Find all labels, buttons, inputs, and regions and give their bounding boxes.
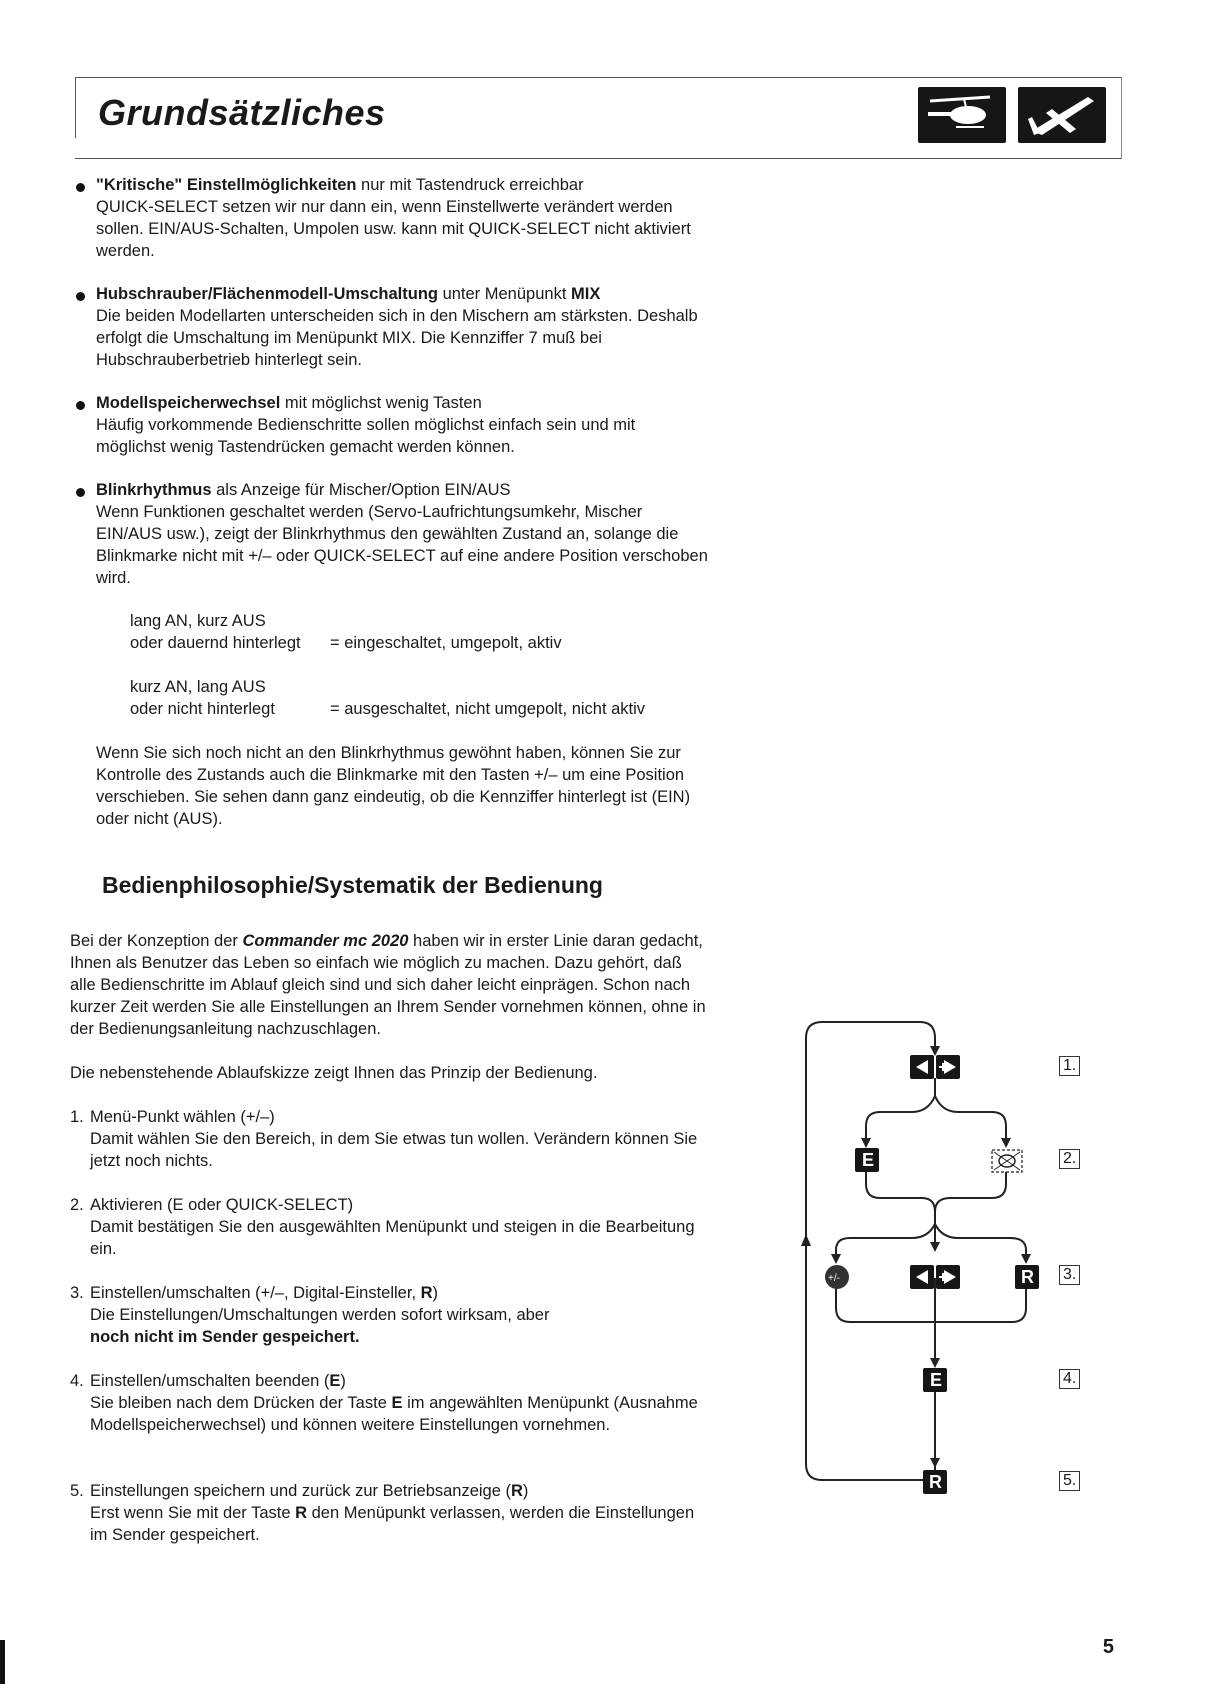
- bullet-dot: [76, 183, 85, 192]
- step-title-post: ): [432, 1284, 439, 1302]
- bullet-body: QUICK-SELECT setzen wir nur dann ein, wenn Einstellwerte verändert werden sollen. EIN/AUS-Schalten, Umpolen usw. kann mit QUICK-SELECT nicht aktiviert werden.: [96, 198, 691, 260]
- step-body-key: E: [391, 1394, 403, 1412]
- blink-row1-result: = eingeschaltet, umgepolt, aktiv: [330, 634, 562, 652]
- page-title: Grundsätzliches: [98, 92, 386, 133]
- step-number: 5.: [70, 1482, 84, 1500]
- svg-text:R: R: [929, 1472, 942, 1492]
- step-body-pre: Sie bleiben nach dem Drücken der Taste: [90, 1394, 392, 1412]
- blink-row2-a: kurz AN, lang AUS: [130, 678, 266, 696]
- e-key-icon: [923, 1368, 947, 1397]
- step-title-key: E: [329, 1372, 341, 1390]
- bullet-head-rest: mit möglichst wenig Tasten: [280, 394, 482, 412]
- step-body-key: R: [295, 1504, 308, 1522]
- step-title-pre: Einstellungen speichern und zurück zur Betriebsanzeige (: [90, 1482, 511, 1500]
- svg-text:+/-: +/-: [828, 1273, 840, 1284]
- e-key-icon: [855, 1148, 879, 1177]
- step-body-post: im angewählten Menüpunkt (Ausnahme Modellspeicherwechsel) und können weitere Einstellungen vornehmen.: [90, 1394, 698, 1434]
- step-title-pre: Einstellen/umschalten (+/–, Digital-Einsteller,: [90, 1284, 421, 1302]
- page-number: 5: [1102, 1636, 1114, 1658]
- bullet-dot: [76, 488, 85, 497]
- bullet-body: Wenn Funktionen geschaltet werden (Servo-Laufrichtungsumkehr, Mischer EIN/AUS usw.), zeigt der Blinkrhythmus den gewählten Zustand an, solange die Blinkmarke nicht mit +/– oder QUICK-SELECT auf eine andere Position verschoben wird.: [96, 503, 708, 587]
- bullet-head: Hubschrauber/Flächenmodell-Umschaltung: [96, 285, 438, 303]
- bullet-model-switch: [96, 283, 708, 371]
- bullet-model-memory: [96, 392, 708, 458]
- section-heading: Bedienphilosophie/Systematik der Bedienung: [102, 872, 603, 898]
- step-label-2: 2.: [1059, 1149, 1080, 1169]
- blink-row1-b: oder dauernd hinterlegt: [130, 634, 301, 652]
- bullet-head: Modellspeicherwechsel: [96, 394, 281, 412]
- bullet-body: Die beiden Modellarten unterscheiden sich in den Mischern am stärksten. Deshalb erfolgt die Umschaltung im Menüpunkt MIX. Die Kennziffer 7 muß bei Hubschrauberbetrieb hinterlegt sein.: [96, 307, 698, 369]
- step-label-5: 5.: [1059, 1471, 1080, 1491]
- bullet-head: "Kritische" Einstellmöglichkeiten: [96, 176, 357, 194]
- step-number: 4.: [70, 1372, 84, 1390]
- bullet-head-rest: als Anzeige für Mischer/Option EIN/AUS: [211, 481, 511, 499]
- step-body: [70, 1502, 710, 1546]
- step-5: [70, 1480, 710, 1546]
- step-title-post: ): [340, 1372, 346, 1390]
- quick-select-icon: [990, 1148, 1024, 1179]
- step-title-key: R: [511, 1482, 523, 1500]
- step-body: Die Einstellungen/Umschaltungen werden sofort wirksam, aber: [90, 1306, 550, 1324]
- diagram-note: Die nebenstehende Ablaufskizze zeigt Ihnen das Prinzip der Bedienung.: [70, 1064, 598, 1082]
- bullet-head-rest: nur mit Tastendruck erreichbar: [356, 176, 584, 194]
- step-title-pre: Einstellen/umschalten beenden (: [90, 1372, 330, 1390]
- step-label-1: 1.: [1059, 1056, 1080, 1076]
- step-body: [70, 1392, 710, 1436]
- step-number: 3.: [70, 1284, 84, 1302]
- margin-mark: [0, 1640, 5, 1684]
- blink-row2-result: = ausgeschaltet, nicht umgepolt, nicht aktiv: [330, 700, 646, 718]
- step-number: 1.: [70, 1108, 84, 1126]
- svg-text:E: E: [930, 1370, 943, 1390]
- step-body-post: den Menüpunkt verlassen, werden die Einstellungen im Sender gespeichert.: [90, 1504, 695, 1544]
- blink-row2-b: oder nicht hinterlegt: [130, 700, 275, 718]
- svg-text:R: R: [1021, 1267, 1034, 1287]
- step-title-post: ): [522, 1482, 529, 1500]
- bullet-body: Häufig vorkommende Bedienschritte sollen möglichst einfach sein und mit möglichst wenig Tastendrücken gemacht werden können.: [96, 416, 636, 456]
- intro-pre: Bei der Konzeption der: [70, 932, 243, 950]
- step-title: Menü-Punkt wählen (+/–): [90, 1108, 275, 1126]
- plus-key-icon: [936, 1055, 960, 1084]
- bullet-blink-rhythm: [96, 479, 708, 589]
- blink-note: Wenn Sie sich noch nicht an den Blinkrhythmus gewöhnt haben, können Sie zur Kontrolle des Zustands auch die Blinkmarke mit den Tasten +/– um eine Position verschieben. Sie sehen dann ganz eindeutig, ob die Kennziffer hinterlegt ist (EIN) oder nicht (AUS).: [96, 744, 691, 828]
- bullet-head: Blinkrhythmus: [96, 481, 212, 499]
- minus-key-icon: [910, 1055, 934, 1084]
- digital-knob-icon: [824, 1264, 850, 1295]
- step-number: 2.: [70, 1196, 84, 1214]
- step-body: Damit wählen Sie den Bereich, in dem Sie etwas tun wollen. Verändern können Sie jetzt noch nichts.: [90, 1130, 698, 1170]
- step-body-bold: noch nicht im Sender gespeichert.: [90, 1328, 360, 1346]
- bullet-head-rest: unter Menüpunkt: [437, 285, 571, 303]
- bullet-dot: [76, 401, 85, 410]
- bullet-critical-settings: [96, 174, 708, 262]
- product-name: Commander mc 2020: [242, 932, 409, 950]
- step-title-key: R: [420, 1284, 433, 1302]
- airplane-icon: [1018, 87, 1106, 143]
- r-key-icon: [923, 1470, 947, 1499]
- intro-post: haben wir in erster Linie daran gedacht, Ihnen als Benutzer das Leben so einfach wie möglich zu machen. Dazu gehört, daß alle Bedienschritte im Ablauf gleich sind und sich daher leicht einprägen. Schon nach kurzer Zeit werden Sie alle Einstellungen an Ihrem Sender vornehmen können, ohne in der Bedienungsanleitung nachzuschlagen.: [70, 932, 706, 1038]
- section-intro: [70, 930, 710, 1040]
- step-body-pre: Erst wenn Sie mit der Taste: [90, 1504, 296, 1522]
- step-label-4: 4.: [1059, 1369, 1080, 1389]
- bullet-head-bold: MIX: [570, 285, 601, 303]
- r-key-icon: [1015, 1265, 1039, 1294]
- blink-row1-a: lang AN, kurz AUS: [130, 612, 266, 630]
- step-body: Damit bestätigen Sie den ausgewählten Menüpunkt und steigen in die Bearbeitung ein.: [90, 1218, 695, 1258]
- flow-diagram: [800, 1012, 1100, 1542]
- step-2: [70, 1194, 710, 1260]
- svg-text:E: E: [862, 1150, 875, 1170]
- step-title: Aktivieren (E oder QUICK-SELECT): [90, 1196, 354, 1214]
- minus-key-icon: [910, 1265, 934, 1294]
- step-3: [70, 1282, 710, 1348]
- step-4: [70, 1370, 710, 1436]
- helicopter-icon: [918, 87, 1006, 143]
- plus-key-icon: [936, 1265, 960, 1294]
- bullet-dot: [76, 292, 85, 301]
- step-1: [70, 1106, 710, 1172]
- step-label-3: 3.: [1059, 1265, 1080, 1285]
